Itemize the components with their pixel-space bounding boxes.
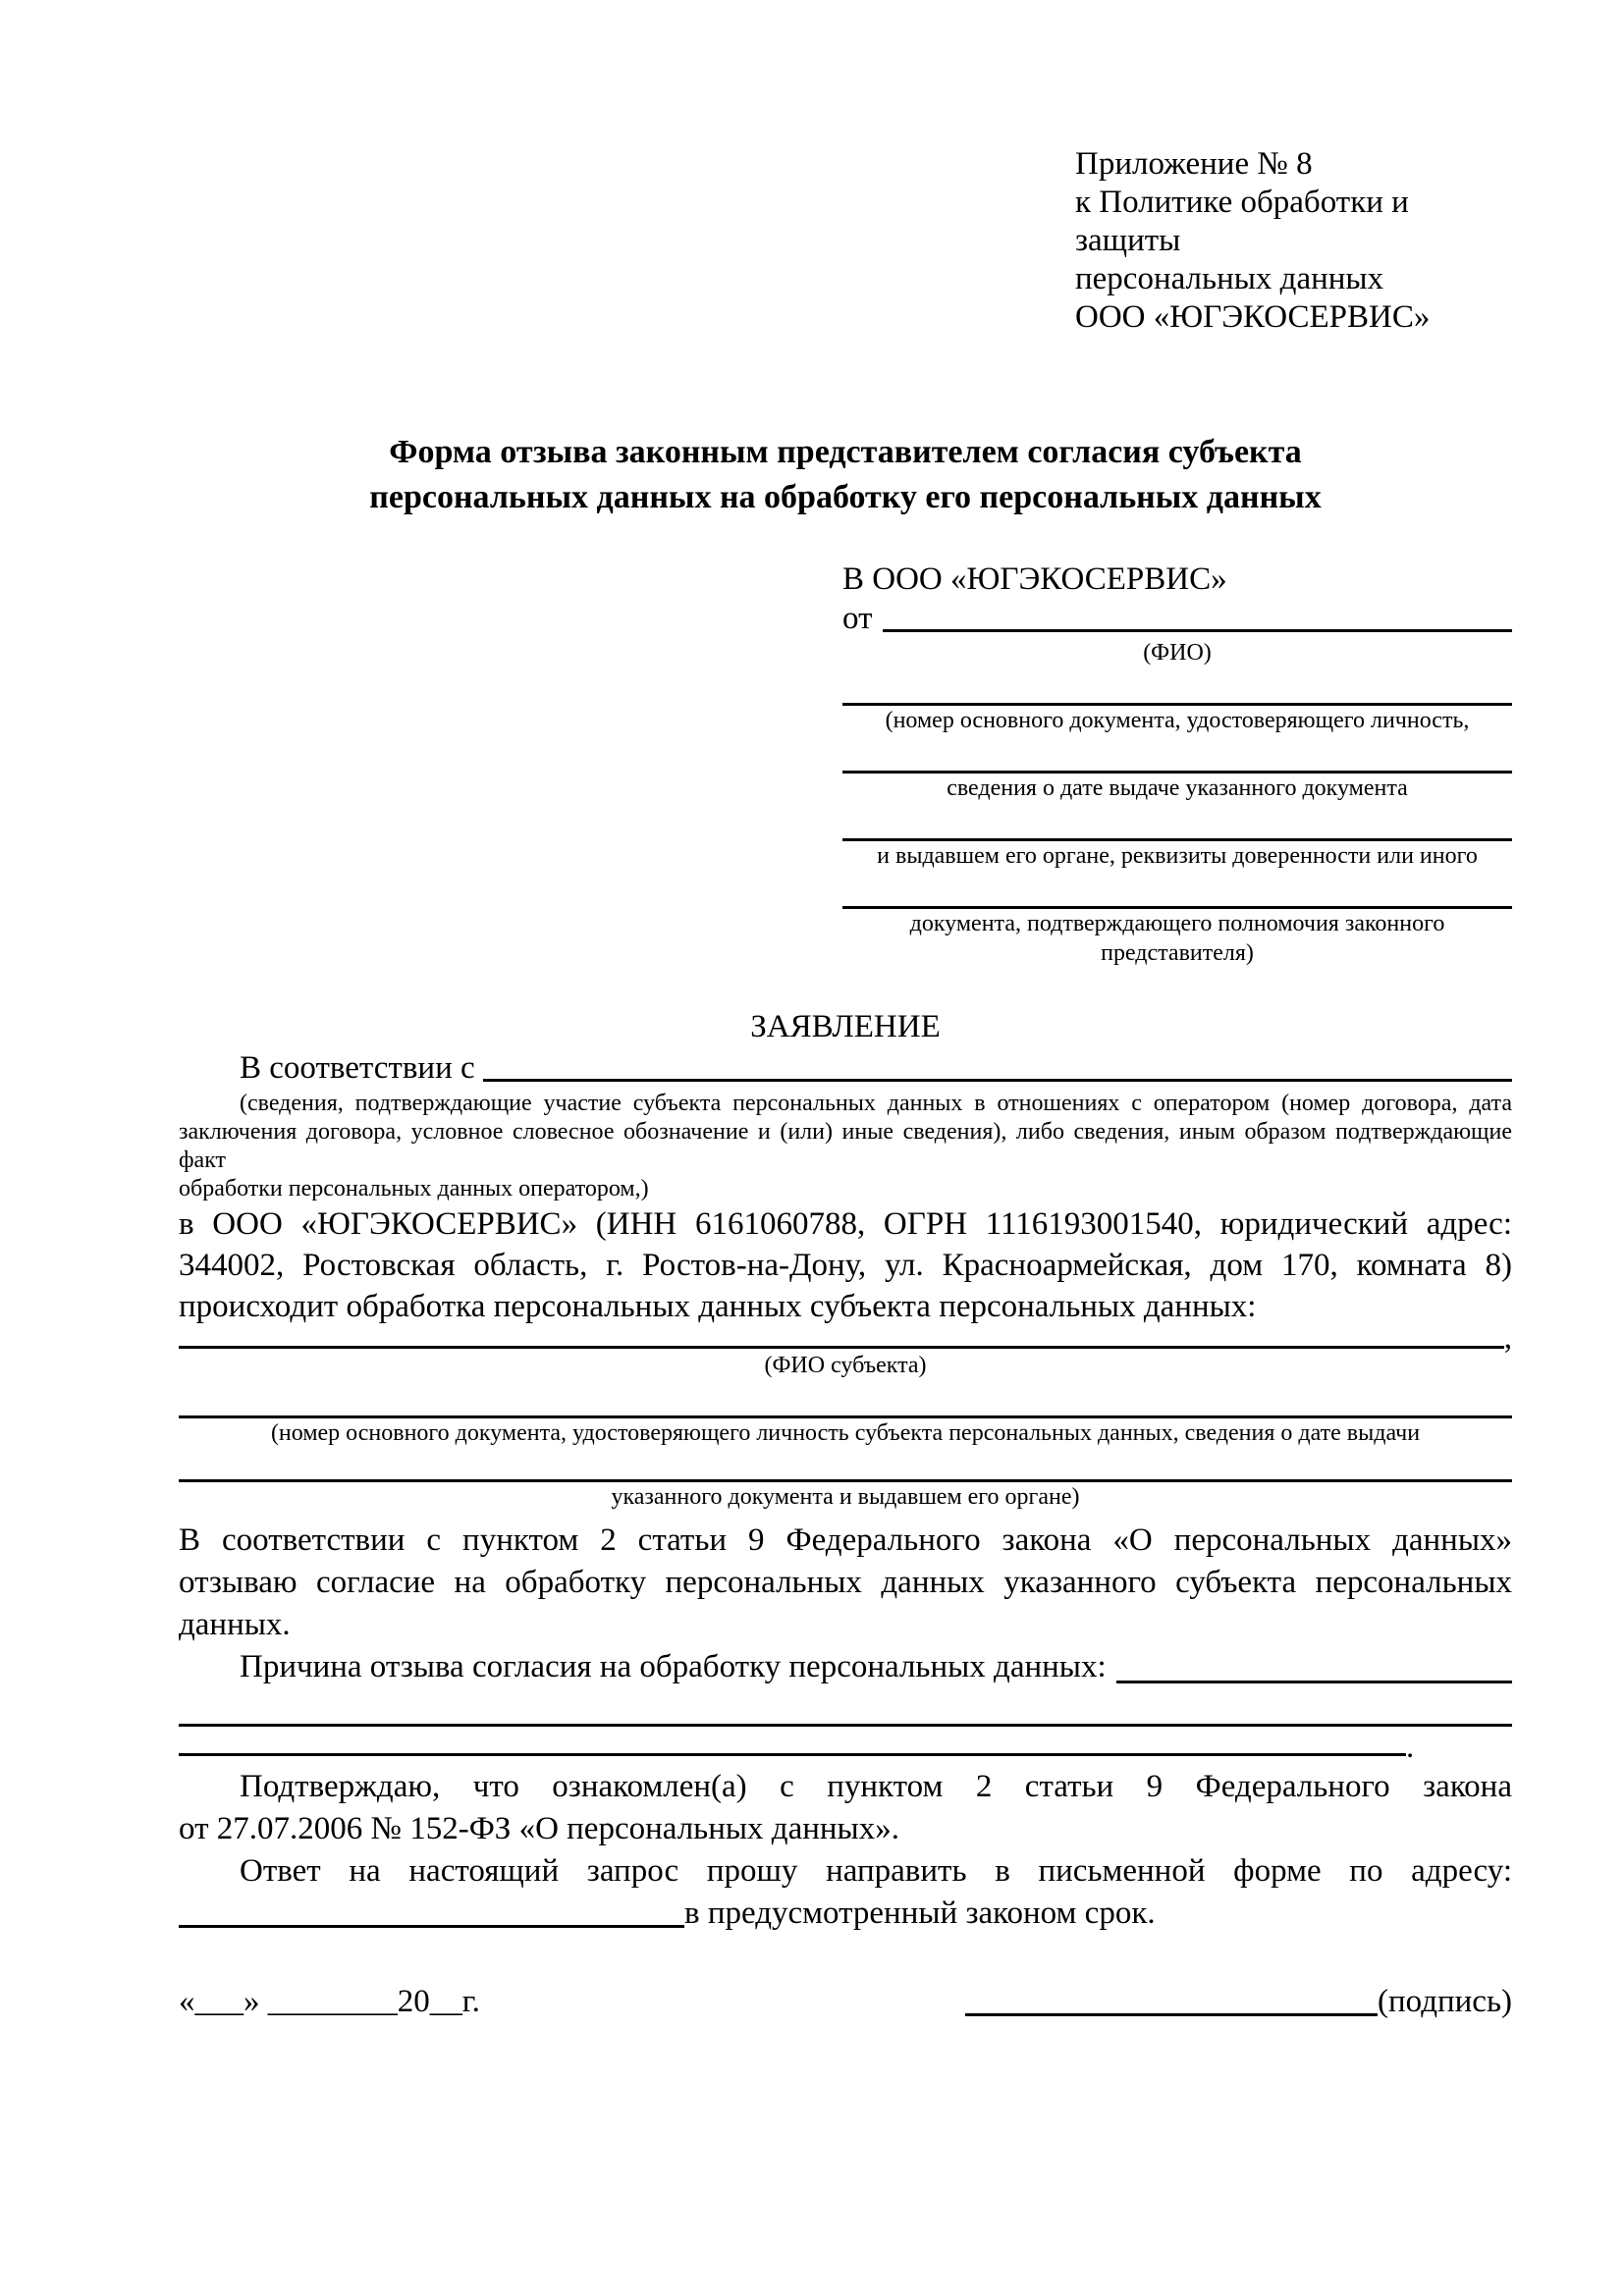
subject-fio-caption: (ФИО субъекта) (764, 1353, 927, 1378)
annex-line: к Политике обработки и защиты (1075, 185, 1409, 258)
doc-field-line (842, 679, 1512, 706)
withdrawal-paragraph (179, 1520, 1512, 1646)
signature-caption: (подпись) (1378, 1984, 1512, 2019)
addressee-block (842, 560, 1512, 968)
page-title-line: Форма отзыва законным представителем согласия субъекта (389, 434, 1302, 470)
operator-paragraph-line: 344002, Ростовская область, г. Ростов-на-Дону, ул. Красноармейская, дом 170, комната 8) (179, 1248, 1512, 1283)
subject-doc-field-line (179, 1394, 1512, 1418)
acknowledgment-line: Подтверждаю, что ознакомлен(а) с пунктом 2 статьи 9 Федерального закона (240, 1769, 1512, 1804)
withdrawal-paragraph-line: В соответствии с пунктом 2 статьи 9 Федерального закона «О персональных данных» (179, 1522, 1512, 1558)
from-fio-field-line (883, 600, 1513, 632)
according-row (179, 1048, 1512, 1088)
reason-blank-line-row (179, 1730, 1512, 1765)
trailing-period: . (1406, 1730, 1415, 1765)
withdrawal-paragraph-line: отзываю согласие на обработку персональных данных указанного субъекта персональных (179, 1565, 1512, 1600)
fio-caption: (ФИО) (1143, 640, 1212, 666)
withdrawal-paragraph-line: данных. (179, 1607, 291, 1642)
doc-field-line (842, 815, 1512, 841)
page-title-line: персональных данных на обработку его персональных данных (369, 479, 1322, 515)
subject-fio-row (179, 1320, 1512, 1356)
signature-group (965, 1981, 1512, 2022)
subject-doc-caption: (номер основного документа, удостоверяющего личность субъекта персональных данных, сведения о дате выдачи (270, 1420, 1421, 1446)
response-line: Ответ на настоящий запрос прошу направить в письменной форме по адресу: (240, 1853, 1512, 1889)
subject-fio-field-line (179, 1326, 1504, 1349)
according-note (179, 1090, 1512, 1203)
subject-doc-field-line (179, 1458, 1512, 1482)
reason-blank-line (179, 1702, 1512, 1727)
doc-caption: и выдавшем его органе, реквизиты доверенности или иного (877, 843, 1478, 869)
addressee-organization: В ООО «ЮГЭКОСЕРВИС» (842, 561, 1227, 597)
according-note-line: заключения договора, условное словесное обозначение и (или) иные сведения), либо сведения, иным образом подтверждающие факт (179, 1119, 1512, 1173)
reason-field-line (1116, 1649, 1512, 1683)
acknowledgment-line: от 27.07.2006 № 152-ФЗ «О персональных данных». (179, 1811, 899, 1846)
operator-paragraph-line: происходит обработка персональных данных субъекта персональных данных: (179, 1289, 1257, 1324)
page-title (179, 430, 1512, 520)
according-field-line (483, 1049, 1512, 1082)
from-row (842, 599, 1512, 638)
annex-note (1075, 145, 1512, 337)
annex-line: Приложение № 8 (1075, 146, 1313, 182)
reason-blank-line (179, 1732, 1406, 1756)
doc-field-line (842, 882, 1512, 909)
annex-line: ООО «ЮГЭКОСЕРВИС» (1075, 299, 1431, 335)
response-suffix: в предусмотренный законом срок. (684, 1896, 1156, 1931)
response-address-field-line (179, 1894, 684, 1928)
response-paragraph (179, 1850, 1512, 1893)
operator-paragraph (179, 1203, 1512, 1327)
reason-label: Причина отзыва согласия на обработку персональных данных: (240, 1649, 1107, 1684)
reason-row (179, 1646, 1512, 1688)
doc-caption: (номер основного документа, удостоверяющего личность, (885, 708, 1470, 733)
according-note-line: (сведения, подтверждающие участие субъекта персональных данных в отношениях с оператором (номер договора, дата (240, 1091, 1512, 1116)
signature-field-line (965, 1982, 1378, 2016)
date-line: «___» ________20__г. (179, 1984, 480, 2019)
according-label: В соответствии с (240, 1050, 475, 1086)
according-note-line: обработки персональных данных оператором,) (179, 1176, 649, 1201)
doc-caption: документа, подтверждающего полномочия законного представителя) (909, 911, 1445, 966)
from-label: от (842, 601, 873, 636)
footer-row (179, 1981, 1512, 2022)
acknowledgment-paragraph (179, 1766, 1512, 1850)
annex-line: персональных данных (1075, 261, 1384, 296)
subject-doc-caption: указанного документа и выдавшем его органе) (611, 1484, 1080, 1510)
operator-paragraph-line: в ООО «ЮГЭКОСЕРВИС» (ИНН 6161060788, ОГРН 1116193001540, юридический адрес: (179, 1206, 1512, 1242)
doc-caption: сведения о дате выдаче указанного документа (947, 775, 1408, 801)
response-address-row (179, 1893, 1512, 1934)
statement-heading: ЗАЯВЛЕНИЕ (750, 1009, 941, 1044)
doc-field-line (842, 747, 1512, 774)
subject-fio-trailing-comma: , (1503, 1320, 1512, 1356)
